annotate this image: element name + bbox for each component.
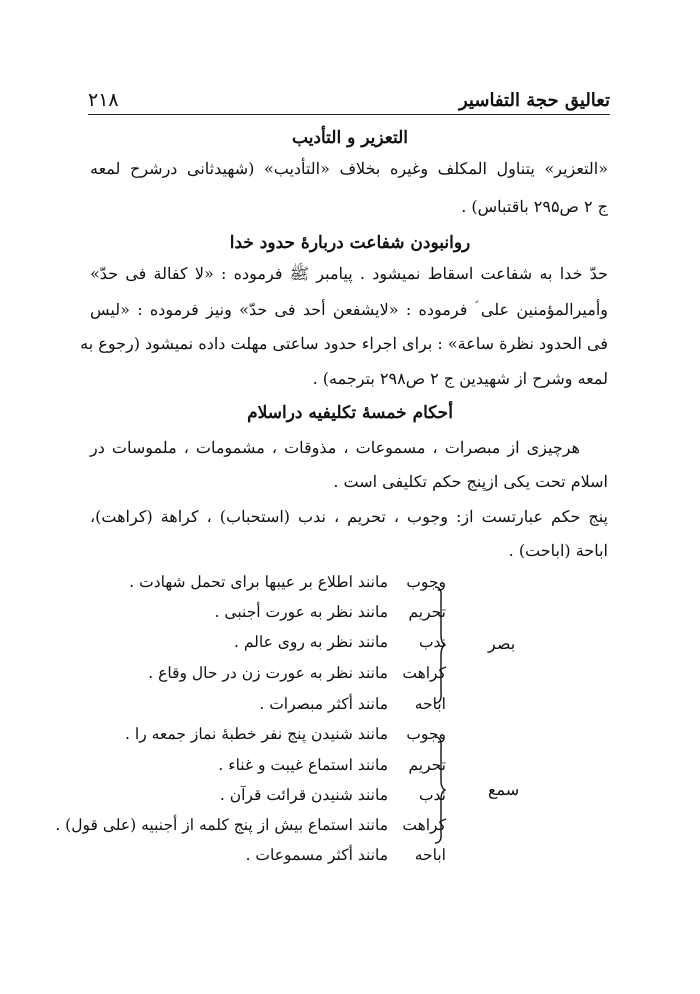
group-label-sam: سمع — [488, 780, 520, 799]
term: ندب — [418, 786, 446, 804]
paragraph-line: ج ۲ ص۲۹۵ باقتباس) . — [461, 197, 608, 216]
running-header — [88, 84, 610, 115]
section-heading-ahkam: أحکام خمسهٔ تکلیفیه دراسلام — [247, 403, 453, 423]
paragraph-line: «التعزیر» یتناول المکلف وغیره بخلاف «التأدیب» (شهیدثانی درشرح لمعه — [90, 159, 608, 178]
running-title: تعالیق حجة التفاسیر — [459, 90, 610, 111]
term: وجوب — [406, 573, 446, 591]
section-heading-shafaat: روانبودن شفاعت دربارهٔ حدود خدا — [229, 233, 471, 253]
term: اباحه — [414, 846, 446, 864]
description: مانند نظر به روی عالم . — [233, 633, 388, 651]
paragraph-line: پنج حکم عبارتست از: وجوب ، تحریم ، ندب (استحباب) ، کراهة (کراهت)، — [90, 507, 608, 526]
term: کراهت — [402, 816, 446, 834]
paragraph-line: فی الحدود نظرة ساعة» : برای اجراء حدود ساعتی مهلت داده نمیشود (رجوع به — [80, 334, 608, 353]
description: مانند استماع غیبت و غناء . — [218, 756, 388, 774]
description: مانند نظر به عورت أجنبی . — [214, 603, 388, 621]
term: تحریم — [408, 756, 446, 774]
paragraph-line: وأمیرالمؤمنین علی ؑ فرموده : «لایشفعن أحد فی حدّ» ونیز فرموده : «لیس — [90, 300, 608, 319]
term: تحریم — [408, 603, 446, 621]
description: مانند استماع بیش از پنج کلمه از أجنبیه (علی قول) . — [55, 816, 388, 834]
paragraph-line: اباحة (اباحت) . — [508, 541, 608, 560]
group-label-basar: بصر — [488, 634, 516, 653]
description: مانند نظر به عورت زن در حال وقاع . — [148, 664, 388, 682]
paragraph-line: لمعه وشرح از شهیدین ج ۲ ص۲۹۸ بترجمه) . — [312, 369, 608, 388]
page-number: ۲۱۸ — [88, 89, 119, 111]
description: مانند شنیدن پنج نفر خطبهٔ نماز جمعه را . — [125, 725, 388, 743]
description: مانند شنیدن قرائت قرآن . — [219, 786, 388, 804]
paragraph-line: اسلام تحت یکی ازپنج حکم تکلیفی است . — [333, 472, 608, 491]
paragraph-line: هرچیزی از مبصرات ، مسموعات ، مذوقات ، مشمومات ، ملموسات در — [90, 438, 580, 457]
term: وجوب — [406, 725, 446, 743]
description: مانند أکثر مسموعات . — [245, 846, 388, 864]
description: مانند اطلاع بر عیبها برای تحمل شهادت . — [129, 573, 388, 591]
description: مانند أکثر مبصرات . — [259, 695, 388, 713]
term: ندب — [418, 633, 446, 651]
term: کراهت — [402, 664, 446, 682]
section-heading-tazir: التعزیر و التأدیب — [292, 128, 408, 148]
term: اباحه — [414, 695, 446, 713]
paragraph-line: حدّ خدا به شفاعت اسقاط نمیشود . پیامبر ﷺ فرموده : «لا کفالة فی حدّ» — [90, 264, 608, 283]
